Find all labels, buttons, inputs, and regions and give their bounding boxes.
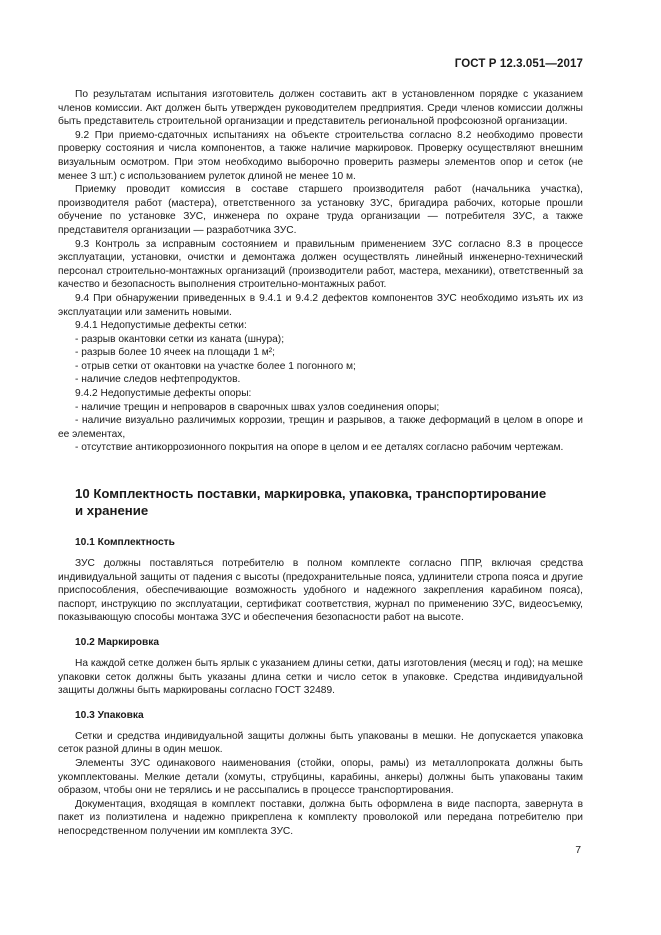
paragraph: 9.3 Контроль за исправным состоянием и правильным применением ЗУС согласно 8.3 в процессе эксплуатации, установки, очистки и демонтажа должен осуществлять линейный инженерно-технический персонал строительно-монтажных организаций (производители работ, мастера, механики), ответственный за качество и безопасность выполнения строительно-монтажных работ. <box>58 238 583 291</box>
list-item: - отрыв сетки от окантовки на участке более 1 погонного м; <box>75 360 356 372</box>
paragraph: Приемку проводит комиссия в составе старшего производителя работ (начальника участка), производителя работ (мастера), ответственного за установку ЗУС, бригадира рабочих, которые прошли обучение по установке ЗУС, инженера по охране труда организации — потребителя ЗУС, а также представителя организации — разработчика ЗУС. <box>58 184 583 236</box>
paragraph: 9.2 При приемо-сдаточных испытаниях на объекте строительства согласно 8.2 необходимо провести проверку состояния и числа компонентов, а также наличие маркировок. Проверку осуществляют внешним визуальным осмотром. При этом необходимо выборочно проверить размеры элементов опор и сеток (не менее 3 шт.) с использованием рулеток длиной не менее 10 м. <box>58 129 583 182</box>
section-title-line-1: 10 Комплектность поставки, маркировка, упаковка, транспортирование <box>75 486 547 502</box>
paragraph: По результатам испытания изготовитель должен составить акт в установленном порядке с указанием членов комиссии. Акт должен быть утвержден руководителем предприятия. Среди членов комиссии должны быть представитель строительной организации и представитель региональной профсоюзной организации. <box>58 89 583 128</box>
list-heading: 9.4.1 Недопустимые дефекты сетки: <box>75 320 247 332</box>
list-item: - наличие трещин и непроваров в сварочных швах узлов соединения опоры; <box>75 401 440 413</box>
paragraph: На каждой сетке должен быть ярлык с указанием длины сетки, даты изготовления (месяц и год); на мешке упаковки сеток должны быть указаны длина сетки и число сеток в упаковке. Средства индивидуальной защиты должны быть маркированы согласно ГОСТ 32489. <box>58 658 583 697</box>
list-item: - разрыв окантовки сетки из каната (шнура); <box>75 333 285 345</box>
list-heading: 9.4.2 Недопустимые дефекты опоры: <box>75 388 252 400</box>
paragraph: ЗУС должны поставляться потребителю в полном комплекте согласно ППР, включая средства индивидуальной защиты от падения с высоты (предохранительные пояса, удлинители стропа пояса и другие приспособления, обеспечивающие возможность удобного и надежного закрепления карабином пояса), паспорт, инструкцию по эксплуатации, сертификат соответствия, журнал по применению ЗУС, видеосъемку, показывающую способы монтажа ЗУС и обеспечения безопасности работ на высоте. <box>58 558 583 624</box>
paragraph: 9.4 При обнаружении приведенных в 9.4.1 и 9.4.2 дефектов компонентов ЗУС необходимо изъять их из эксплуатации или заменить новыми. <box>58 292 583 318</box>
list-item: - отсутствие антикоррозионного покрытия на опоре в целом и ее деталях согласно рабочим чертежам. <box>75 442 564 454</box>
list-item: - разрыв более 10 ячеек на площади 1 м²; <box>75 347 275 359</box>
page-number: 7 <box>575 845 581 856</box>
paragraph: Элементы ЗУС одинакового наименования (стойки, опоры, рамы) из металлопроката должны быть укомплектованы. Мелкие детали (хомуты, струбцины, карабины, анкеры) должны быть упакованы таким образом, чтобы они не терялись и не рассыпались в процессе транспортирования. <box>58 757 583 797</box>
list-item: - наличие визуально различимых коррозии, трещин и разрывов, а также деформаций в целом в опоре и ее элементах, <box>58 415 583 440</box>
paragraph: Документация, входящая в комплект поставки, должна быть оформлена в виде паспорта, завернута в пакет из полиэтилена и надежно прикреплена к комплекту проволокой или передана потребителю при непосредственном получении им комплекта ЗУС. <box>58 798 583 837</box>
subsection-heading: 10.2 Маркировка <box>75 637 159 648</box>
document-code: ГОСТ Р 12.3.051—2017 <box>454 58 583 70</box>
section-title-line-2: и хранение <box>75 503 149 519</box>
subsection-heading: 10.1 Комплектность <box>75 537 175 549</box>
paragraph: Сетки и средства индивидуальной защиты должны быть упакованы в мешки. Не допускается упаковка сеток разной длины в один мешок. <box>58 730 583 756</box>
page-body <box>58 88 583 839</box>
section-heading <box>58 485 583 519</box>
subsection-heading: 10.3 Упаковка <box>75 709 144 721</box>
list-item: - наличие следов нефтепродуктов. <box>75 374 241 386</box>
